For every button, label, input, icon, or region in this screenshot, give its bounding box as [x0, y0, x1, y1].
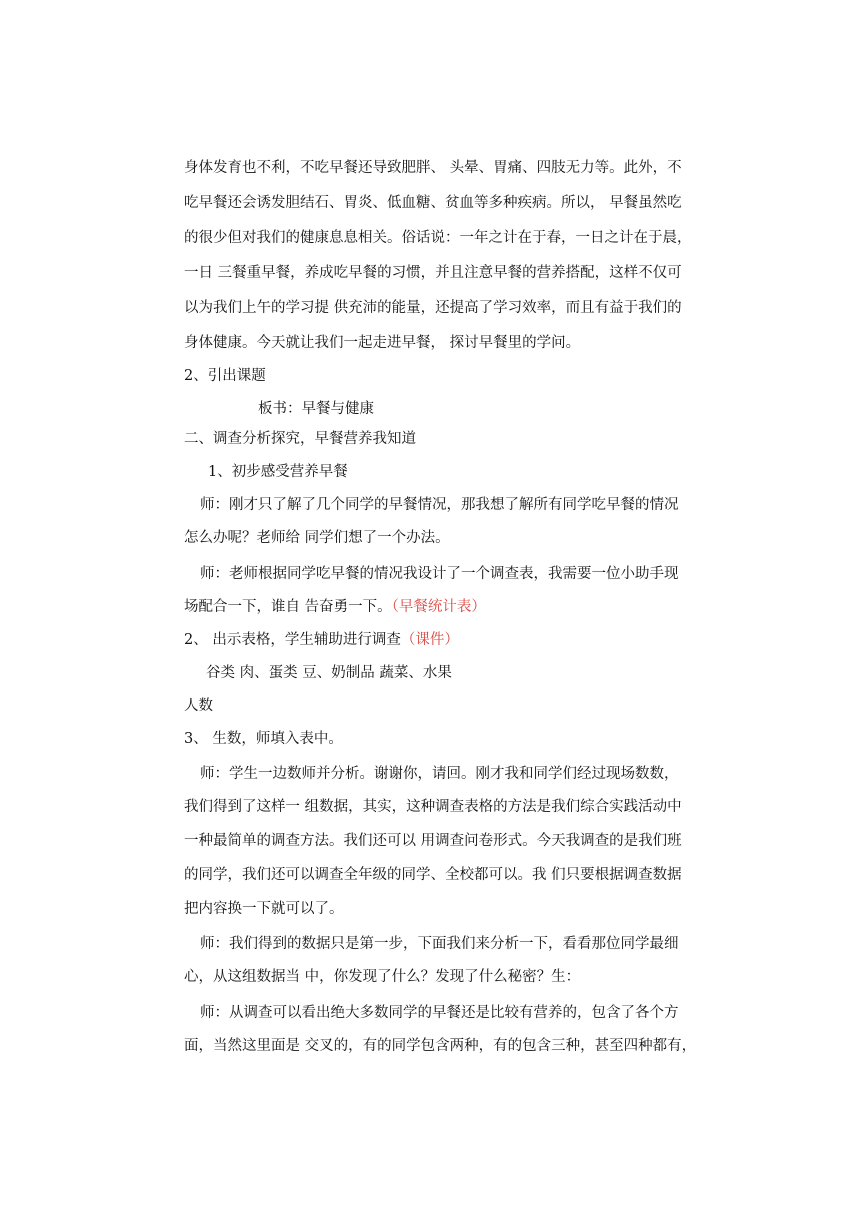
- paragraph-line: 一种最简单的调查方法。我们还可以 用调查问卷形式。今天我调查的是我们班: [184, 833, 682, 849]
- paragraph-line: 师：学生一边数师并分析。谢谢你，请回。刚才我和同学们经过现场数数，: [200, 766, 679, 782]
- paragraph-line: 一日 三餐重早餐，养成吃早餐的习惯，并且注意早餐的营养搭配，这样不仅可: [184, 265, 682, 281]
- paragraph-line: 把内容换一下就可以了。: [184, 901, 344, 917]
- paragraph-line: 面，当然这里面是 交叉的，有的同学包含两种，有的包含三种，甚至四种都有，: [184, 1038, 697, 1054]
- paragraph-line: 师：刚才只了解了几个同学的早餐情况，那我想了解所有同学吃早餐的情况: [200, 497, 679, 513]
- section-heading: 2、引出课题: [184, 368, 266, 384]
- paragraph-text: 场配合一下，谁自 告奋勇一下。: [184, 599, 392, 615]
- paragraph-text: 2、 出示表格，学生辅助进行调查: [184, 632, 401, 648]
- courseware-note: （课件）: [400, 632, 459, 648]
- paragraph-line: 的很少但对我们的健康息息相关。俗话说：一年之计在于春，一日之计在于晨，: [184, 230, 692, 246]
- paragraph-line: 身体发育也不利，不吃早餐还导致肥胖、 头晕、胃痛、四肢无力等。此外，不: [184, 160, 682, 176]
- subsection-heading: 1、初步感受营养早餐: [208, 464, 348, 480]
- paragraph-line: 师：从调查可以看出绝大多数同学的早餐还是比较有营养的，包含了各个方: [200, 1005, 679, 1021]
- survey-form-note: （早餐统计表）: [391, 599, 486, 615]
- table-row-label: 人数: [184, 698, 213, 714]
- paragraph-line: 师：我们得到的数据只是第一步，下面我们来分析一下，看看那位同学最细: [200, 936, 679, 952]
- paragraph-line: 吃早餐还会诱发胆结石、胃炎、低血糖、贫血等多种疾病。所以， 早餐虽然吃: [184, 195, 682, 211]
- paragraph-line: 心，从这组数据当 中，你发现了什么？发现了什么秘密？生：: [184, 969, 581, 985]
- paragraph-line: 以为我们上午的学习提 供充沛的能量，还提高了学习效率，而且有益于我们的: [184, 300, 682, 316]
- paragraph-line: 怎么办呢？老师给 同学们想了一个办法。: [184, 530, 450, 546]
- paragraph-line: 师：老师根据同学吃早餐的情况我设计了一个调查表，我需要一位小助手现: [200, 566, 679, 582]
- paragraph-line: [184, 597, 486, 617]
- paragraph-line: 我们得到了这样一 组数据，其实，这种调查表格的方法是我们综合实践活动中: [184, 799, 682, 815]
- section-heading: 二、调查分析探究，早餐营养我知道: [184, 431, 416, 447]
- table-header-row: 谷类 肉、蛋类 豆、奶制品 蔬菜、水果: [206, 665, 452, 681]
- paragraph-line: 身体健康。今天就让我们一起走进早餐， 探讨早餐里的学问。: [184, 335, 581, 351]
- section-heading: [184, 630, 459, 650]
- blackboard-title: 板书：早餐与健康: [258, 401, 374, 417]
- paragraph-line: 的同学，我们还可以调查全年级的同学、全校都可以。我 们只要根据调查数据: [184, 867, 682, 883]
- section-heading: 3、 生数，师填入表中。: [184, 731, 343, 747]
